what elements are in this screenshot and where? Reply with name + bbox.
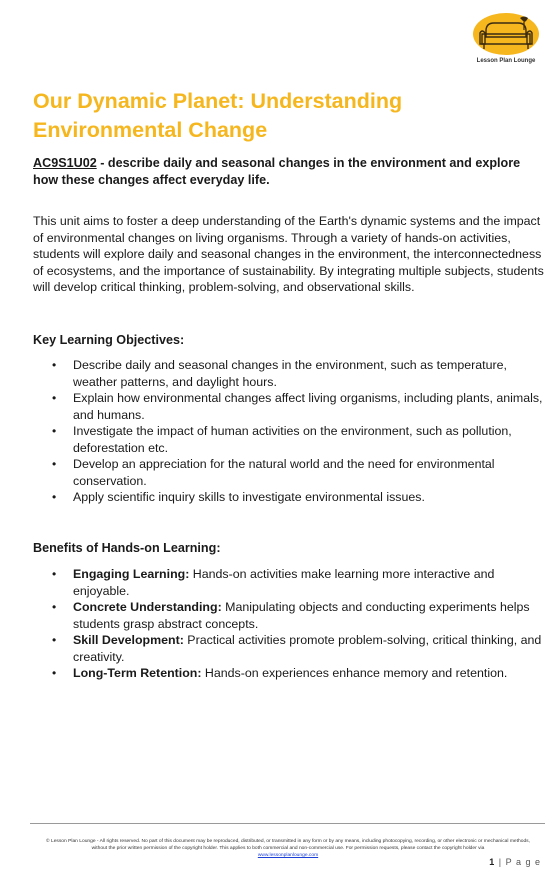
list-item: • Investigate the impact of human activities on the environment, such as pollution, deforestation etc. (52, 424, 512, 455)
bullet-icon: • (52, 666, 57, 680)
lesson-plan-lounge-logo (470, 10, 542, 68)
copyright-text: © Lesson Plan Lounge - All rights reserved. No part of this document may be reproduced, distributed, or transmitted in any form or by any means, including photocopying, recording, or other electronic or mechanical methods, without the prior written permission of the copyright holder. This applies to both commercial and non-commercial use. For permission requests, please contact the copyright holder via (46, 839, 530, 851)
website-link[interactable]: www.lessonplanlounge.com (257, 853, 319, 858)
list-item: • Describe daily and seasonal changes in the environment, such as temperature, weather patterns, and daylight hours. (52, 358, 507, 389)
list-item: • Apply scientific inquiry skills to investigate environmental issues. (52, 490, 425, 504)
objectives-list (33, 357, 545, 506)
logo-text: Lesson Plan Lounge (476, 58, 536, 64)
bullet-icon: • (52, 567, 57, 581)
bullet-icon: • (52, 358, 57, 372)
bullet-icon: • (52, 600, 57, 614)
list-item: • Develop an appreciation for the natural world and the need for environmental conservation. (52, 457, 495, 488)
bullet-icon: • (52, 490, 57, 504)
curriculum-code: AC9S1U02 (33, 156, 97, 170)
bullet-icon: • (52, 424, 57, 438)
footer-divider (30, 823, 545, 824)
curriculum-description: - describe daily and seasonal changes in the environment and explore how these changes affect everyday life. (33, 156, 521, 187)
page-title: Our Dynamic Planet: Understanding Environmental Change (33, 89, 403, 142)
objectives-heading: Key Learning Objectives: (33, 333, 185, 347)
list-item: • Explain how environmental changes affect living organisms, including plants, animals, and humans. (52, 391, 543, 422)
bullet-icon: • (52, 457, 57, 471)
benefits-heading: Benefits of Hands-on Learning: (33, 541, 221, 555)
curriculum-standard (33, 155, 545, 188)
list-item: • Long-Term Retention: Hands-on experiences enhance memory and retention. (52, 666, 508, 680)
bullet-icon: • (52, 633, 57, 647)
footer-copyright (38, 838, 538, 859)
list-item: • Engaging Learning: Hands-on activities make learning more interactive and enjoyable. (52, 567, 495, 598)
list-item: • Concrete Understanding: Manipulating objects and conducting experiments helps students grasp abstract concepts. (52, 600, 530, 631)
bullet-icon: • (52, 391, 57, 405)
page-number: 1 | P a g e (489, 857, 541, 867)
intro-paragraph: This unit aims to foster a deep understanding of the Earth's dynamic systems and the impact of environmental changes on living organisms. Through a variety of hands-on activities, students will explore daily and seasonal changes in the environment, the interconnectedness of ecosystems, and the importance of sustainability. By integrating multiple subjects, students will develop critical thinking, problem-solving, and observational skills. (33, 214, 544, 294)
benefits-list (33, 566, 545, 682)
sofa-icon (470, 10, 542, 58)
list-item: • Skill Development: Practical activities promote problem-solving, critical thinking, and creativity. (52, 633, 542, 664)
